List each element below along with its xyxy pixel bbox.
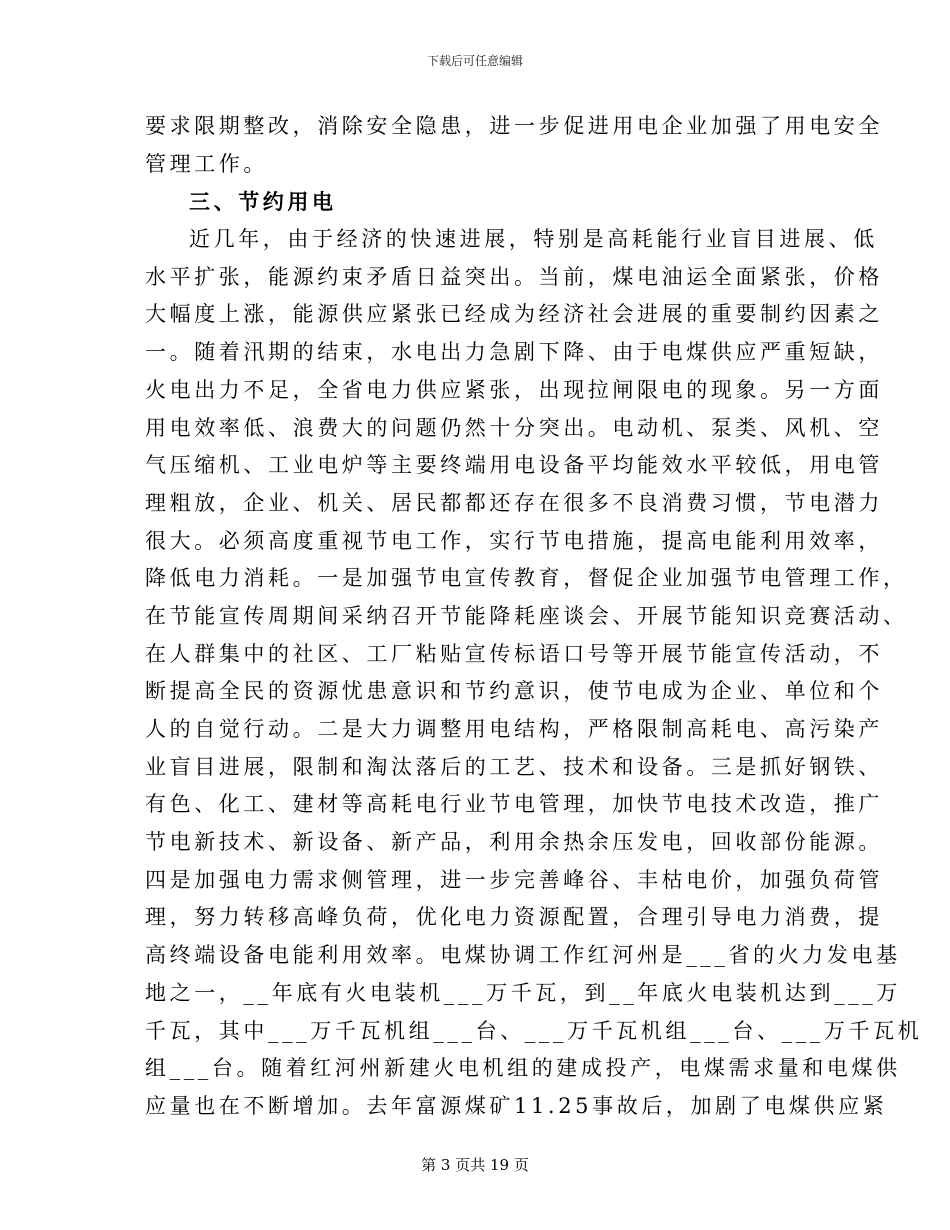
body-line: 理，努力转移高峰负荷，优化电力资源配置，合理引导电力消费，提 <box>145 905 883 930</box>
body-line: 在人群集中的社区、工厂粘贴宣传标语口号等开展节能宣传活动，不 <box>145 641 883 666</box>
body-line: 在节能宣传周期间采纳召开节能降耗座谈会、开展节能知识竞赛活动、 <box>145 603 908 628</box>
body-line: 火电出力不足，全省电力供应紧张，出现拉闸限电的现象。另一方面 <box>145 377 883 402</box>
body-line: 应量也在不断增加。去年富源煤矿11.25事故后，加剧了电煤供应紧 <box>145 1093 888 1118</box>
body-line: 四是加强电力需求侧管理，进一步完善峰谷、丰枯电价，加强负荷管 <box>145 867 883 892</box>
page-number: 第 3 页共 19 页 <box>421 1156 529 1174</box>
body-line: 水平扩张，能源约束矛盾日益突出。当前，煤电油运全面紧张，价格 <box>145 264 883 289</box>
body-line: 要求限期整改，消除安全隐患，进一步促进用电企业加强了用电安全 <box>145 114 883 138</box>
body-line: 节电新技术、新设备、新产品，利用余热余压发电，回收部份能源。 <box>145 830 883 855</box>
body-line: 大幅度上涨，能源供应紧张已经成为经济社会进展的重要制约因素之 <box>145 302 883 327</box>
body-line: 业盲目进展，限制和淘汰落后的工艺、技术和设备。三是抓好钢铁、 <box>145 754 883 779</box>
document-body <box>145 108 923 1126</box>
body-line: 组___台。随着红河州新建火电机组的建成投产，电煤需求量和电煤供 <box>145 1056 901 1081</box>
section-heading: 三、节约用电 <box>189 189 337 215</box>
body-line: 地之一，__年底有火电装机___万千瓦，到__年底火电装机达到___万 <box>145 980 901 1005</box>
body-line: 有色、化工、建材等高耗电行业节电管理，加快节电技术改造，推广 <box>145 792 883 817</box>
body-line: 一。随着汛期的结束，水电出力急剧下降、由于电煤供应严重短缺， <box>145 340 883 365</box>
body-line: 很大。必须高度重视节电工作，实行节电措施，提高电能利用效率， <box>145 528 883 553</box>
body-line: 人的自觉行动。二是大力调整用电结构，严格限制高耗电、高污染产 <box>145 717 883 741</box>
body-line: 千瓦，其中___万千瓦机组___台、___万千瓦机组___台、___万千瓦机 <box>145 1018 923 1043</box>
body-line: 降低电力消耗。一是加强节电宣传教育，督促企业加强节电管理工作， <box>145 566 908 591</box>
page-header: 下载后可任意编辑 <box>426 54 523 68</box>
body-line: 气压缩机、工业电炉等主要终端用电设备平均能效水平较低，用电管 <box>145 453 883 478</box>
body-line: 理粗放，企业、机关、居民都都还存在很多不良消费习惯，节电潜力 <box>145 490 883 515</box>
body-line: 管理工作。 <box>145 151 268 176</box>
body-line: 高终端设备电能利用效率。电煤协调工作红河州是___省的火力发电基 <box>145 943 901 968</box>
body-line: 断提高全民的资源忧患意识和节约意识，使节电成为企业、单位和个 <box>145 679 883 704</box>
body-line: 近几年，由于经济的快速进展，特别是高耗能行业盲目进展、低 <box>189 227 878 252</box>
body-line: 用电效率低、浪费大的问题仍然十分突出。电动机、泵类、风机、空 <box>145 415 883 440</box>
